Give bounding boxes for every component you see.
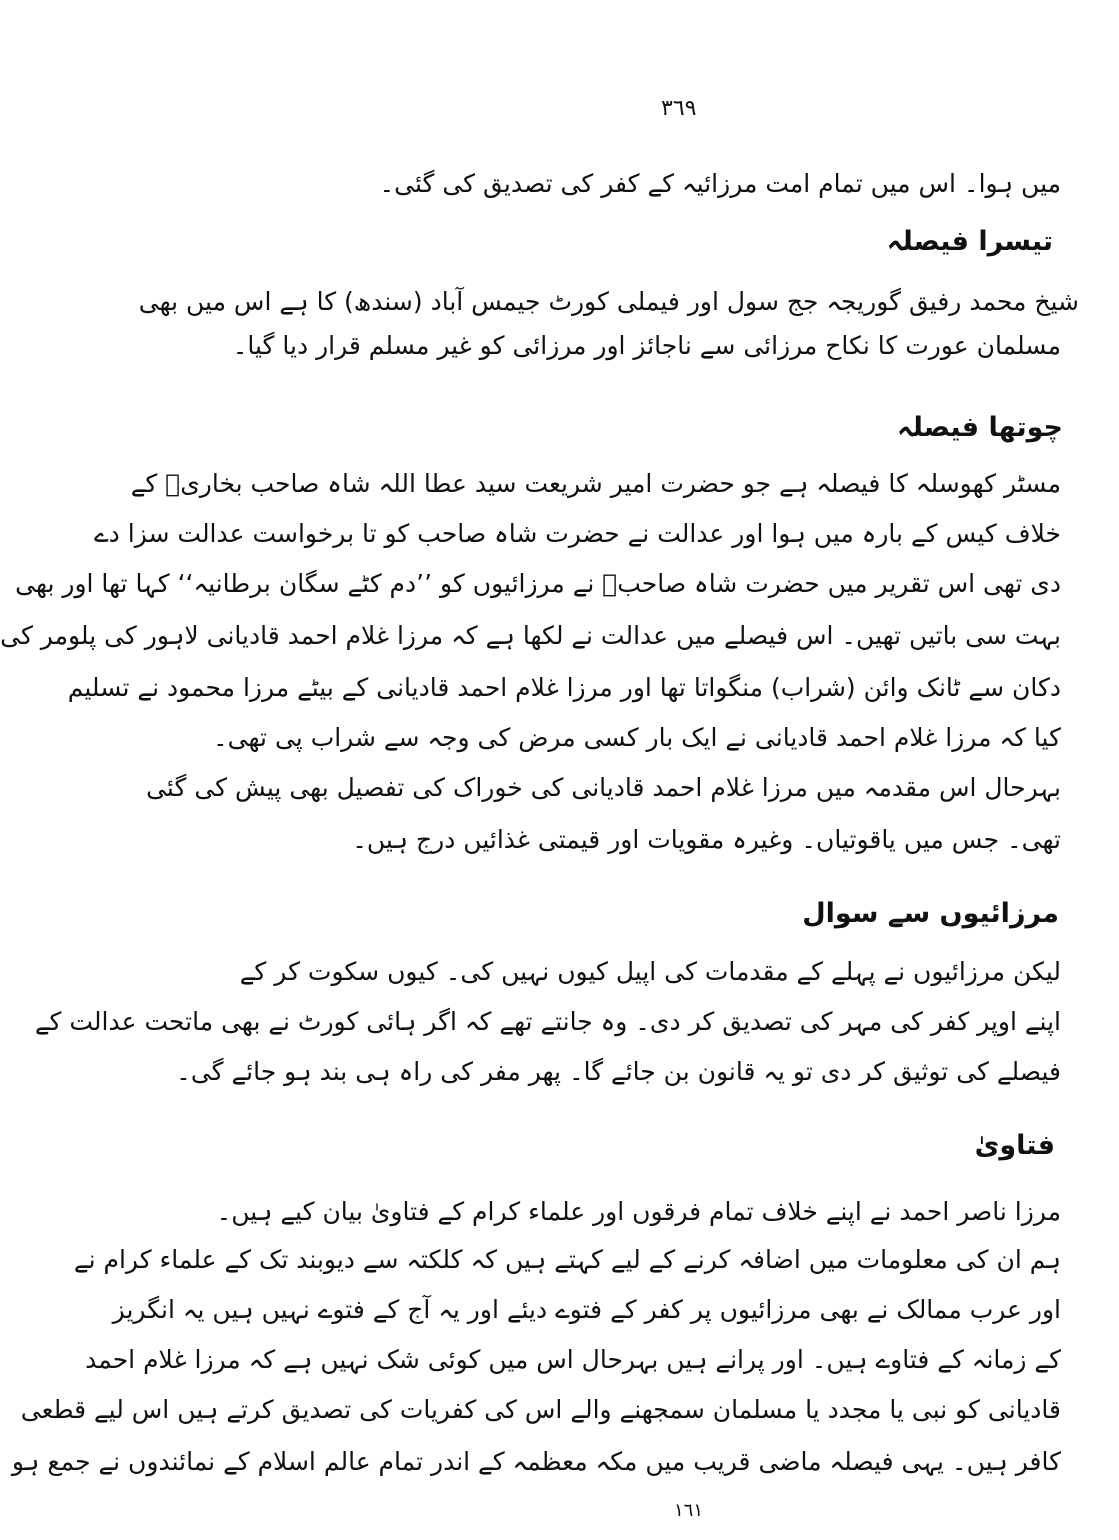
- text-line: خلاف کیس کے بارہ میں ہوا اور عدالت نے حضرت شاہ صاحب کو تا برخواست عدالت سزا دے: [94, 519, 1061, 548]
- text-line: اور عرب ممالک نے بھی مرزائیوں پر کفر کے فتوے دیئے اور یہ آج کے فتوے نہیں ہیں یہ انگریز: [112, 1295, 1061, 1324]
- text-line: لیکن مرزائیوں نے پہلے کے مقدمات کی اپیل کیوں نہیں کی۔ کیوں سکوت کر کے: [239, 957, 1061, 986]
- section-heading: تیسرا فیصلہ: [886, 226, 1053, 257]
- text-line: کیا کہ مرزا غلام احمد قادیانی نے ایک بار کسی مرض کی وجہ سے شراب پی تھی۔: [213, 723, 1061, 752]
- text-line: کے زمانہ کے فتاوے ہیں۔ اور پرانے ہیں بہرحال اس میں کوئی شک نہیں ہے کہ مرزا غلام احمد: [85, 1345, 1061, 1374]
- text-line: ہم ان کی معلومات میں اضافہ کرنے کے لیے کہتے ہیں کہ کلکتہ سے دیوبند تک کے علماء کرام نے: [73, 1245, 1061, 1274]
- page-number-bottom: ١٦١: [674, 1500, 704, 1521]
- text-line: مسٹر کھوسلہ کا فیصلہ ہے جو حضرت امیر شریعت سید عطا اللہ شاہ صاحب بخاریؒ کے: [130, 469, 1061, 498]
- text-line: مرزا ناصر احمد نے اپنے خلاف تمام فرقوں اور علماء کرام کے فتاویٰ بیان کیے ہیں۔: [216, 1197, 1061, 1226]
- text-line: بہت سی باتیں تھیں۔ اس فیصلے میں عدالت نے لکھا ہے کہ مرزا غلام احمد قادیانی لاہور کی پلومر کی: [0, 621, 1061, 650]
- text-line: دی تھی اس تقریر میں حضرت شاہ صاحبؒ نے مرزائیوں کو ’’دم کٹے سگان برطانیہ‘‘ کہا تھا اور بھی: [15, 569, 1061, 598]
- text-line: اپنے اوپر کفر کی مہر کی تصدیق کر دی۔ وہ جانتے تھے کہ اگر ہائی کورٹ نے بھی ماتحت عدالت کے: [34, 1007, 1061, 1036]
- section-heading: چوتھا فیصلہ: [896, 412, 1063, 443]
- page-number-top: ٣٦٩: [661, 96, 697, 121]
- text-line: کافر ہیں۔ یہی فیصلہ ماضی قریب میں مکہ معظمہ کے اندر تمام عالم اسلام کے نمائندوں نے جمع ہو: [11, 1447, 1061, 1476]
- text-line: میں ہوا۔ اس میں تمام امت مرزائیہ کے کفر کی تصدیق کی گئی۔: [379, 169, 1061, 198]
- text-line: فیصلے کی توثیق کر دی تو یہ قانون بن جائے گا۔ پھر مفر کی راہ ہی بند ہو جائے گی۔: [176, 1057, 1061, 1086]
- section-heading: مرزائیوں سے سوال: [802, 898, 1059, 929]
- text-line: قادیانی کو نبی یا مجدد یا مسلمان سمجھنے والے اس کی کفریات کی تصدیق کرتے ہیں اس لیے قطعی: [20, 1395, 1061, 1424]
- text-line: دکان سے ٹانک وائن (شراب) منگواتا تھا اور مرزا غلام احمد قادیانی کے بیٹے مرزا محمود نے تسلیم: [67, 673, 1061, 702]
- section-heading: فتاویٰ: [974, 1130, 1055, 1161]
- text-line: شیخ محمد رفیق گوریجہ جج سول اور فیملی کورٹ جیمس آباد (سندھ) کا ہے اس میں بھی: [138, 287, 1079, 316]
- text-line: تھی۔ جس میں یاقوتیاں۔ وغیرہ مقویات اور قیمتی غذائیں درج ہیں۔: [352, 825, 1061, 854]
- text-line: مسلمان عورت کا نکاح مرزائی سے ناجائز اور مرزائی کو غیر مسلم قرار دیا گیا۔: [232, 331, 1061, 360]
- text-line: بہرحال اس مقدمہ میں مرزا غلام احمد قادیانی کی خوراک کی تفصیل بھی پیش کی گئی: [146, 773, 1061, 802]
